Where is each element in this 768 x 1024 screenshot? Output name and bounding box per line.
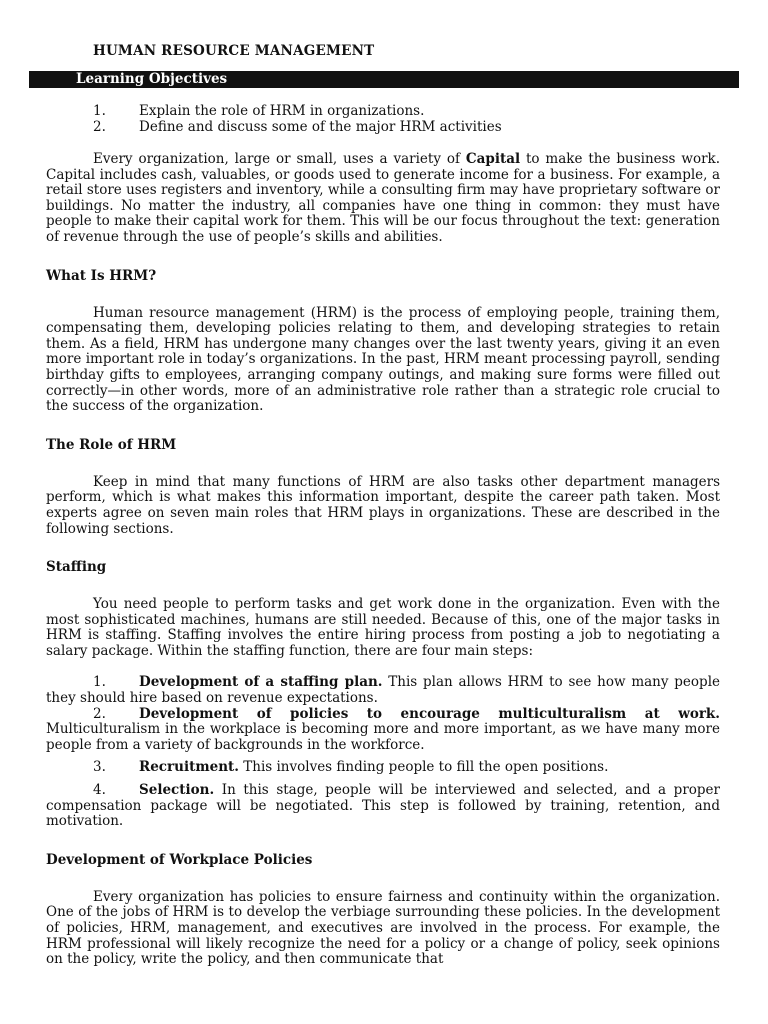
- objectives-list: [93, 103, 502, 135]
- step-title: Selection.: [139, 782, 215, 799]
- document-title: HUMAN RESOURCE MANAGEMENT: [93, 43, 375, 59]
- step-number: 4.: [93, 782, 106, 799]
- step-number: 2.: [93, 705, 106, 722]
- staffing-steps-list: [46, 675, 720, 829]
- objective-text: Explain the role of HRM in organizations.: [139, 103, 425, 119]
- objective-number: 2.: [93, 119, 106, 135]
- step-title: Development of policies to encourage multiculturalism at work.: [139, 705, 720, 722]
- section-heading-role-of-hrm: The Role of HRM: [46, 436, 177, 453]
- intro-paragraph: [46, 152, 720, 246]
- intro-text-start: Every organization, large or small, uses a variety of: [93, 151, 466, 167]
- staffing-step: [46, 760, 720, 776]
- role-of-hrm-paragraph: Keep in mind that many functions of HRM are also tasks other department managers perform, which is what makes this information important, despite the career path taken. Most experts agree on seven main roles that HRM plays in organizations. These are described in the following sections.: [46, 473, 720, 537]
- staffing-paragraph: You need people to perform tasks and get work done in the organization. Even with the most sophisticated machines, humans are still needed. Because of this, one of the major tasks in HRM is staffing. Staffing involves the entire hiring process from posting a job to negotiating a salary package. Within the staffing function, there are four main steps:: [46, 596, 720, 659]
- intro-bold-term: Capital: [465, 151, 521, 167]
- document-body: [46, 152, 720, 968]
- step-title: Development of a staffing plan.: [139, 674, 383, 691]
- objectives-header-bar: [29, 71, 739, 88]
- step-text: This involves finding people to fill the open positions.: [238, 759, 609, 776]
- objectives-header: Learning Objectives: [76, 71, 228, 87]
- step-title: Recruitment.: [139, 759, 239, 776]
- step-text: Multiculturalism in the workplace is becoming more and more important, as we have many more people from a variety of backgrounds in the workforce.: [46, 721, 720, 753]
- section-heading-workplace-policies: Development of Workplace Policies: [46, 851, 313, 868]
- what-is-hrm-paragraph: Human resource management (HRM) is the process of employing people, training them, compensating them, developing policies relating to them, and developing strategies to retain them. As a field, HRM has undergone many changes over the last twenty years, giving it an even more important role in today’s organizations. In the past, HRM meant processing payroll, sending birthday gifts to employees, arranging company outings, and making sure forms were filled out correctly—in other words, more of an administrative role rather than a strategic role crucial to the success of the organization.: [46, 304, 720, 415]
- staffing-step: [46, 707, 720, 754]
- step-text: This plan allows HRM to see how many people they should hire based on revenue expectations.: [46, 674, 720, 707]
- staffing-step: [46, 675, 720, 706]
- objective-item: [93, 103, 502, 119]
- step-number: 3.: [93, 759, 106, 776]
- objective-number: 1.: [93, 103, 106, 119]
- intro-text-end: to make the business work. Capital includes cash, valuables, or goods used to generate income for a business. For example, a retail store uses registers and inventory, while a consulting firm may have proprietary software or buildings. No matter the industry, all companies have one thing in common: they must have people to make their capital work for them. This will be our focus throughout the text: generation of revenue through the use of people’s skills and abilities.: [46, 151, 720, 245]
- section-heading-staffing: Staffing: [46, 559, 107, 576]
- objective-item: [93, 119, 502, 135]
- step-number: 1.: [93, 674, 106, 691]
- step-text: In this stage, people will be interviewed and selected, and a proper compensation package will be negotiated. This step is followed by training, retention, and motivation.: [46, 782, 720, 830]
- section-heading-what-is-hrm: What Is HRM?: [46, 267, 157, 284]
- workplace-policies-paragraph: Every organization has policies to ensure fairness and continuity within the organization. One of the jobs of HRM is to develop the verbiage surrounding these policies. In the development of policies, HRM, management, and executives are involved in the process. For example, the HRM professional will likely recognize the need for a policy or a change of policy, seek opinions on the policy, write the policy, and then communicate that: [46, 888, 720, 968]
- staffing-step: [46, 783, 720, 830]
- objective-text: Define and discuss some of the major HRM activities: [139, 119, 502, 135]
